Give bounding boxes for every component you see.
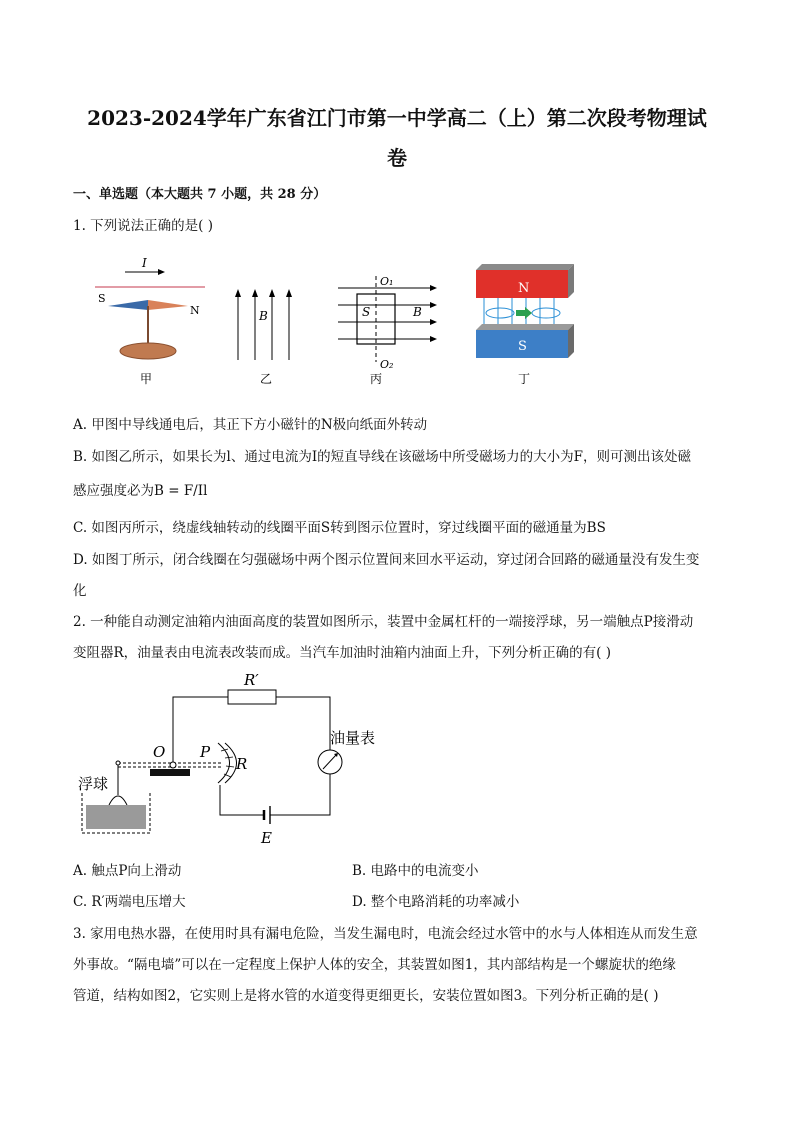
figure-ding [476, 264, 574, 386]
oil [86, 805, 146, 829]
needle-s-label: S [98, 292, 106, 305]
svg-text:B: B [259, 309, 268, 323]
current-label: I [142, 256, 147, 270]
q2-stem-line1: 2. 一种能自动测定油箱内油面高度的装置如图所示，装置中金属杠杆的一端接浮球，另一端触点P接滑动 [73, 614, 694, 630]
svg-text:N: N [518, 281, 530, 296]
float-ball [109, 796, 127, 805]
svg-text:R: R [236, 755, 248, 773]
q2-option-a: A. 触点P向上滑动 [73, 863, 182, 879]
q3-line3: 管道，结构如图2，它实则上是将水管的水道变得更细更长，安装位置如图3。下列分析正确的是( ) [73, 988, 659, 1004]
figure-jia [95, 256, 205, 386]
label-yi: 乙 [260, 372, 273, 386]
compass-base [120, 343, 176, 359]
svg-text:浮球: 浮球 [78, 775, 109, 793]
svg-text:P: P [200, 743, 211, 761]
q1-figures [80, 250, 600, 395]
section-heading: 一、单选题（本大题共 7 小题，共 28 分） [73, 187, 327, 202]
svg-text:O₁: O₁ [380, 275, 394, 288]
q2-option-d: D. 整个电路消耗的功率减小 [352, 894, 520, 910]
exam-title-line2: 卷 [387, 146, 407, 170]
figure-yi [235, 289, 292, 386]
svg-text:E: E [261, 829, 272, 847]
q2-option-c: C. R′两端电压增大 [73, 894, 186, 910]
label-ding: 丁 [518, 372, 531, 386]
exam-title-line1: 2023-2024学年广东省江门市第一中学高二（上）第二次段考物理试 [87, 106, 707, 130]
label-bing: 丙 [370, 372, 383, 386]
needle-n-half [148, 300, 188, 310]
svg-text:S: S [362, 305, 371, 319]
q1-option-a: A. 甲图中导线通电后，其正下方小磁针的N极向纸面外转动 [73, 417, 428, 433]
q1-option-b-line2: 感应强度必为B = F/Il [73, 483, 208, 499]
q3-line1: 3. 家用电热水器，在使用时具有漏电危险，当发生漏电时，电流会经过水管中的水与人体相连从而发生意 [73, 926, 698, 942]
q2-circuit-figure [78, 665, 398, 850]
motion-arrow [516, 307, 532, 319]
svg-text:油量表: 油量表 [330, 729, 376, 747]
q3-line2: 外事故。“隔电墙”可以在一定程度上保护人体的安全，其装置如图1，其内部结构是一个螺旋状的绝缘 [73, 957, 676, 973]
q1-option-c: C. 如图丙所示，绕虚线轴转动的线圈平面S转到图示位置时，穿过线圈平面的磁通量为BS [73, 520, 606, 536]
resistor-r-prime [228, 690, 276, 704]
figure-bing [338, 275, 437, 386]
q1-option-d-line1: D. 如图丁所示，闭合线圈在匀强磁场中两个图示位置间来回水平运动，穿过闭合回路的磁通量没有发生变 [73, 552, 700, 568]
svg-text:O₂: O₂ [380, 358, 394, 371]
q2-stem-line2: 变阻器R，油量表由电流表改装而成。当汽车加油时油箱内油面上升，下列分析正确的有( ) [73, 645, 611, 661]
q1-option-b-line1: B. 如图乙所示，如果长为l、通过电流为I的短直导线在该磁场中所受磁场力的大小为F，则可测出该处磁 [73, 449, 692, 465]
needle-s-half [108, 300, 148, 310]
pivot-support [150, 769, 190, 776]
svg-text:B: B [413, 305, 422, 319]
q2-option-b: B. 电路中的电流变小 [352, 863, 479, 879]
needle-n-label: N [190, 304, 200, 317]
q1-option-d-line2: 化 [73, 583, 87, 599]
q1-stem: 1. 下列说法正确的是( ) [73, 218, 213, 234]
svg-text:S: S [518, 339, 527, 354]
svg-text:R′: R′ [244, 671, 259, 689]
svg-text:O: O [153, 743, 166, 761]
label-jia: 甲 [140, 372, 153, 386]
